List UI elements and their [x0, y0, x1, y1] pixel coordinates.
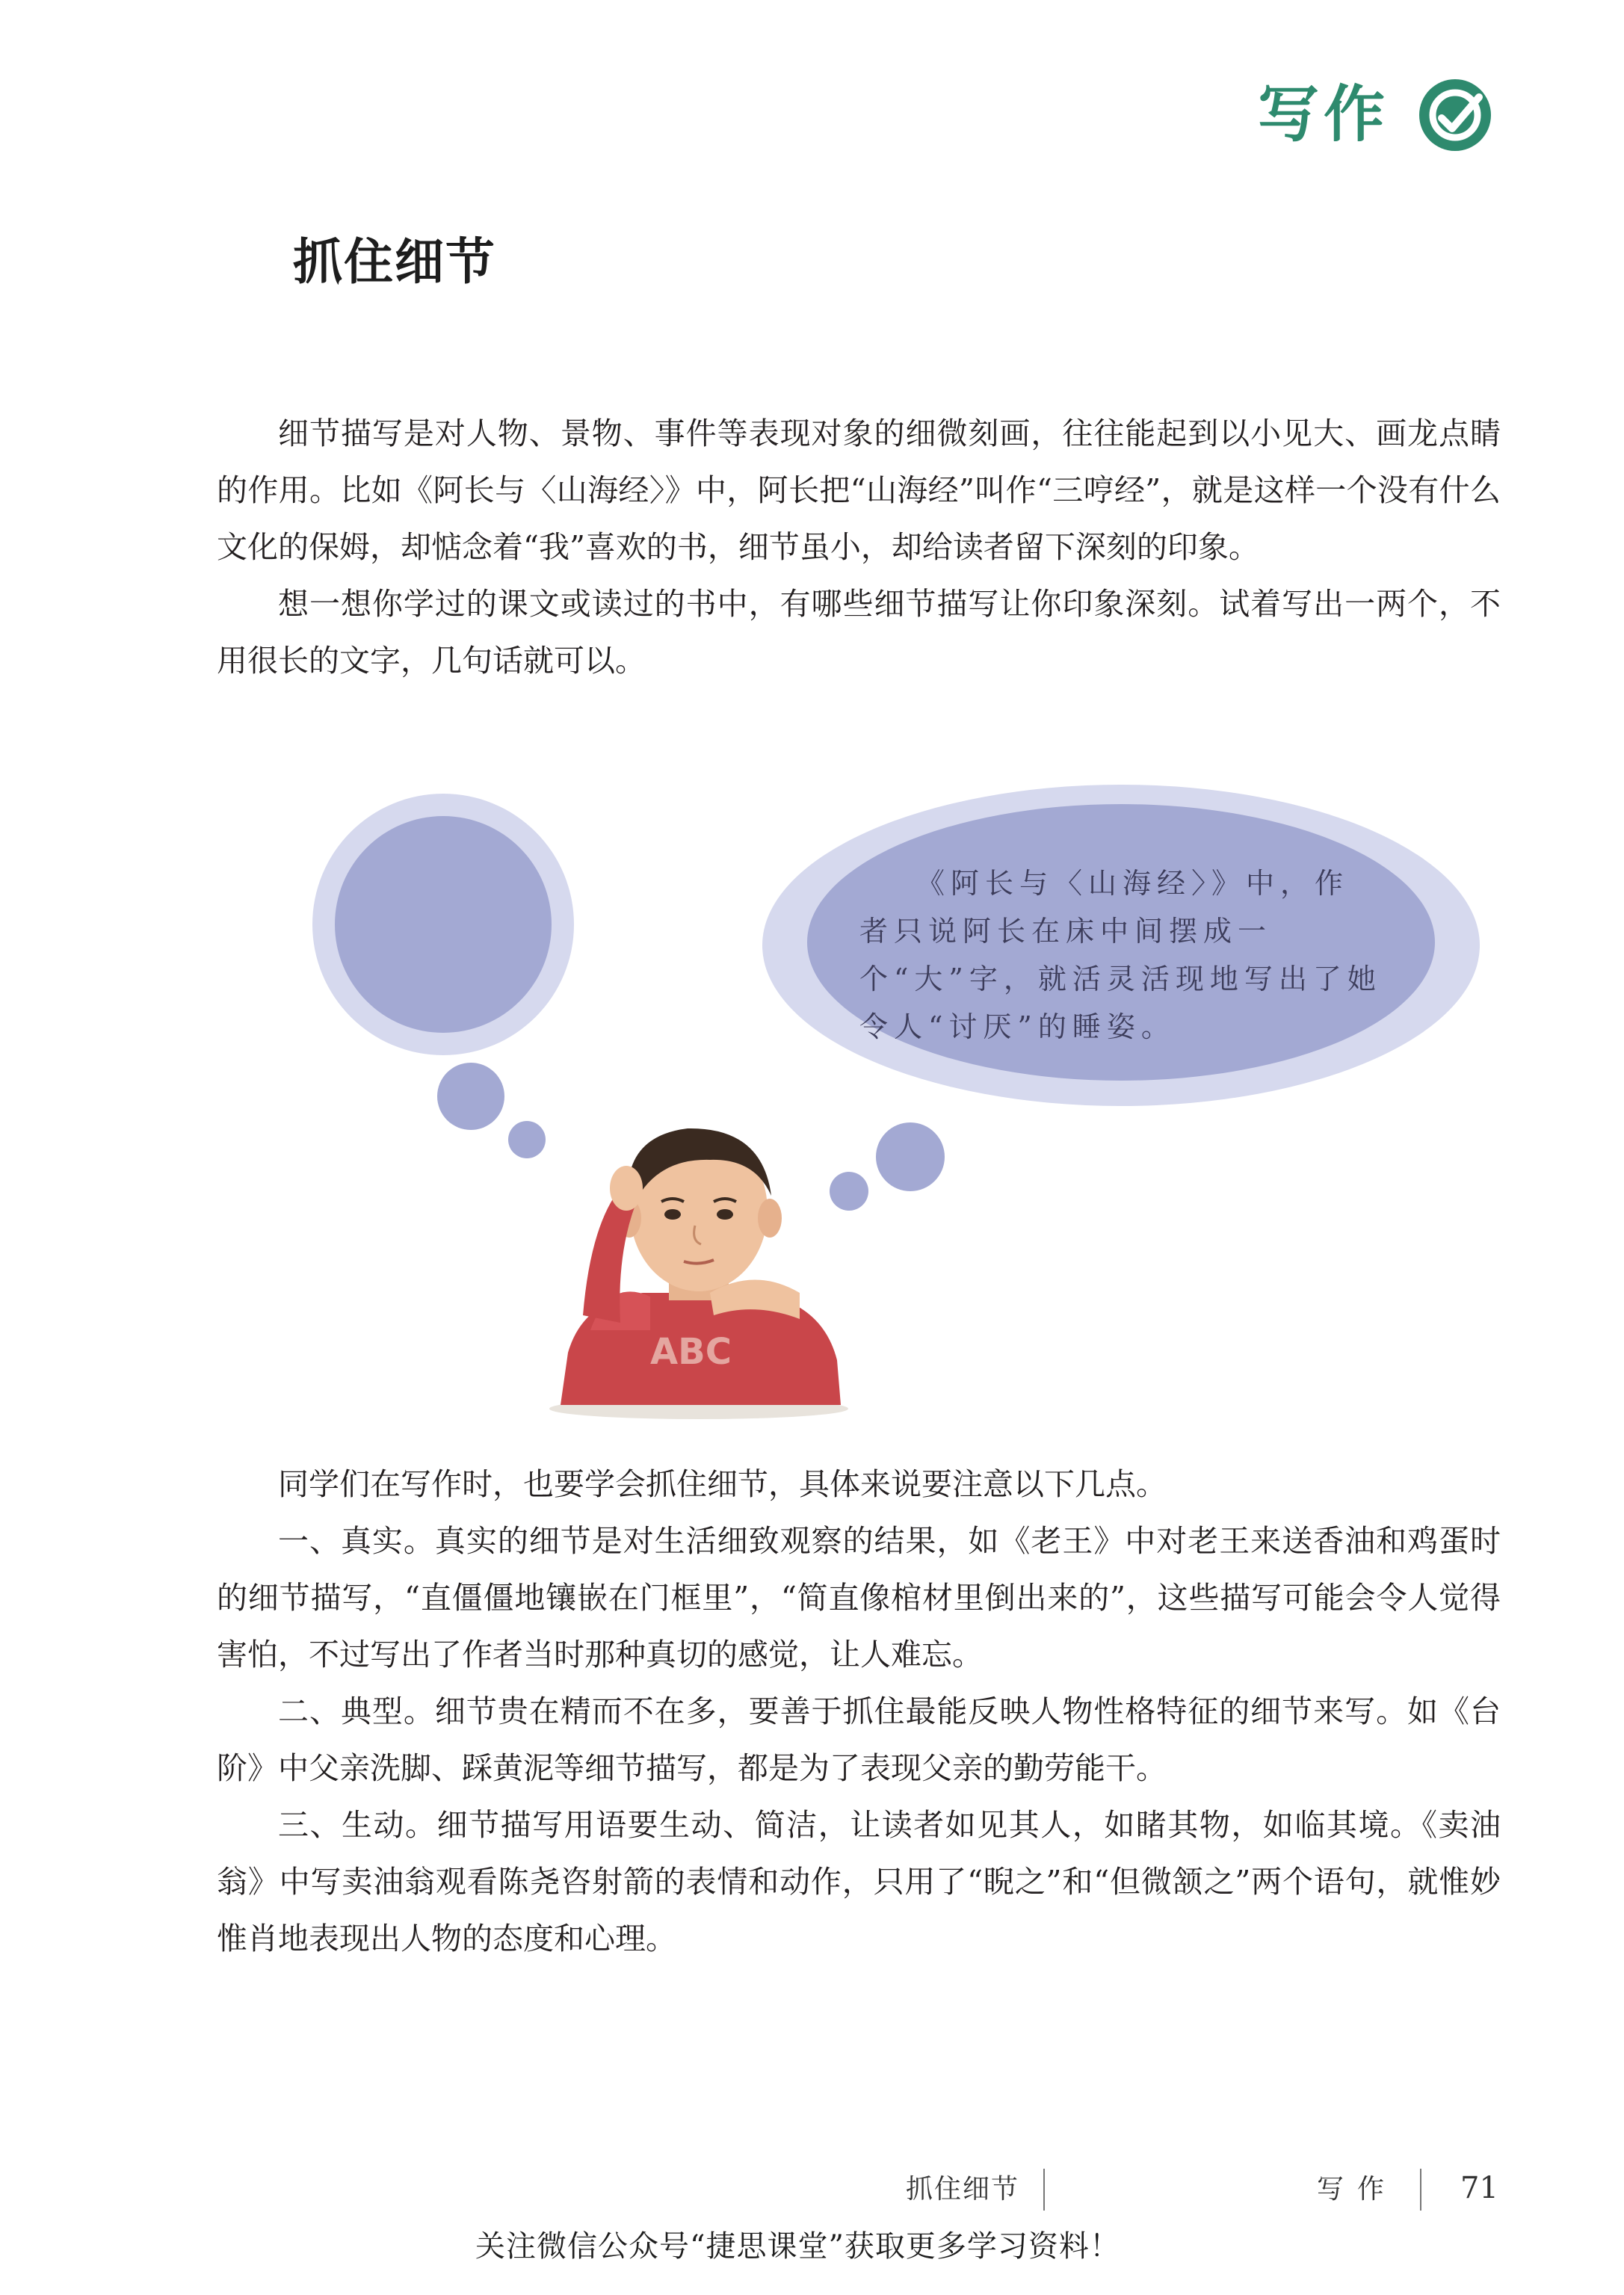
speech-bubble-text — [859, 859, 1383, 1051]
points-paragraph: 一、真实。真实的细节是对生活细致观察的结果，如《老王》中对老王来送香油和鸡蛋时的细节描写，“直僵僵地镶嵌在门框里”，“简直像棺材里倒出来的”，这些描写可能会令人觉得害怕，不过写出了作者当时那种真切的感觉，让人难忘。 — [217, 1523, 1501, 1672]
section-header — [1258, 79, 1491, 151]
footer-chapter: 抓住细节 — [906, 2174, 1020, 2205]
footer-section: 写作 — [1317, 2174, 1398, 2205]
bubble-paragraph: 《阿长与〈山海经〉》中，作者只说阿长在床中间摆成一个“大”字，就活灵活现地写出了她令人“讨厌”的睡姿。 — [859, 867, 1382, 1043]
section-title: 写作 — [1257, 79, 1389, 150]
thought-dot — [437, 1063, 504, 1130]
speech-bubble — [762, 785, 1480, 1106]
intro-paragraph: 想一想你学过的课文或读过的书中，有哪些细节描写让你印象深刻。试着写出一两个，不用很长的文字，几句话就可以。 — [217, 586, 1501, 679]
thought-dot — [876, 1122, 945, 1191]
page-title: 抓住细节 — [293, 233, 496, 291]
intro-paragraph: 细节描写是对人物、景物、事件等表现对象的细微刻画，往往能起到以小见大、画龙点睛的作用。比如《阿长与〈山海经〉》中，阿长把“山海经”叫作“三哼经”，就是这样一个没有什么文化的保姆，却惦念着“我”喜欢的书，细节虽小，却给读者留下深刻的印象。 — [217, 416, 1501, 565]
thought-circle-large-inner — [335, 816, 552, 1033]
page-number: 71 — [1460, 2171, 1498, 2205]
boy-thinking-illustration — [538, 1106, 859, 1420]
points-paragraph: 三、生动。细节描写用语要生动、简洁，让读者如见其人，如睹其物，如临其境。《卖油翁》中写卖油翁观看陈尧咨射箭的表情和动作，只用了“睨之”和“但微颔之”两个语句，就惟妙惟肖地表现出人物的态度和心理。 — [217, 1807, 1501, 1956]
svg-text:ABC: ABC — [650, 1331, 732, 1373]
footer-divider — [1420, 2169, 1421, 2211]
writing-badge-icon — [1419, 79, 1491, 151]
points-paragraph: 同学们在写作时，也要学会抓住细节，具体来说要注意以下几点。 — [278, 1466, 1167, 1502]
footer-notice: 关注微信公众号“捷思课堂”获取更多学习资料！ — [475, 2229, 1120, 2264]
intro-text — [217, 405, 1501, 689]
footer-divider — [1043, 2169, 1045, 2211]
points-paragraph: 二、典型。细节贵在精而不在多，要善于抓住最能反映人物性格特征的细节来写。如《台阶》中父亲洗脚、踩黄泥等细节描写，都是为了表现父亲的勤劳能干。 — [217, 1693, 1501, 1786]
points-text — [217, 1456, 1501, 1967]
